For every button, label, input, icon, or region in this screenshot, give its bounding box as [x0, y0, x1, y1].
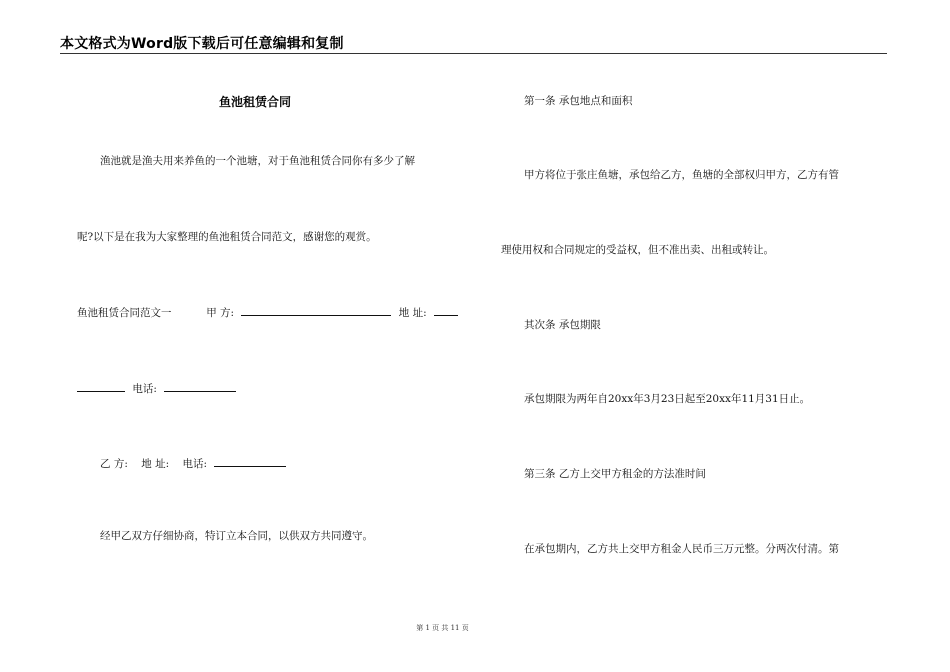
page-number: 第 1 页 共 11 页: [416, 624, 469, 632]
header-title: 本文格式为Word版下载后可任意编辑和复制: [60, 36, 344, 52]
article3-heading: 第三条 乙方上交甲方租金的方法准时间: [524, 468, 706, 480]
party-a-phone-label: 电话:: [132, 383, 157, 395]
article2-heading: 其次条 承包期限: [524, 319, 601, 331]
party-b-phone-label: 电话:: [182, 458, 208, 470]
article3-text: 在承包期内，乙方共上交甲方租金人民币三万元整。分两次付清。第: [524, 543, 839, 555]
intro-line-1: 渔池就是渔夫用来养鱼的一个池塘，对于鱼池租赁合同你有多少了解: [100, 155, 415, 167]
party-b-address-label: 地 址:: [141, 458, 170, 470]
agreement-text: 经甲乙双方仔细协商，特订立本合同，以供双方共同遵守。: [100, 530, 373, 542]
party-a-address-blank-cont: [77, 380, 125, 392]
party-a-phone-line: [77, 380, 236, 396]
party-b-phone-blank: [214, 455, 286, 467]
party-a-address-blank: [434, 304, 458, 316]
party-a-name-blank: [241, 304, 391, 316]
party-b-label: 乙 方:: [100, 458, 128, 470]
article2-text: 承包期限为两年自20xx年3月23日起至20xx年11月31日止。: [524, 393, 811, 405]
article1-text-line1: 甲方将位于张庄鱼塘，承包给乙方，鱼塘的全部权归甲方，乙方有管: [524, 169, 839, 181]
article1-heading: 第一条 承包地点和面积: [524, 95, 633, 107]
sample-heading: 鱼池租赁合同范文一: [77, 307, 172, 319]
intro-line-2: 呢?以下是在我为大家整理的鱼池租赁合同范文，感谢您的观赏。: [77, 231, 377, 243]
document-title: 鱼池租赁合同: [219, 95, 292, 109]
party-b-line: [100, 455, 286, 471]
party-a-address-label: 地 址:: [398, 307, 427, 319]
party-a-label: 甲 方:: [206, 307, 235, 319]
header-divider: [60, 53, 887, 54]
party-a-line: [77, 304, 458, 320]
article1-text-line2: 理使用权和合同规定的受益权，但不准出卖、出租或转让。: [501, 244, 774, 256]
party-a-phone-blank: [164, 380, 236, 392]
